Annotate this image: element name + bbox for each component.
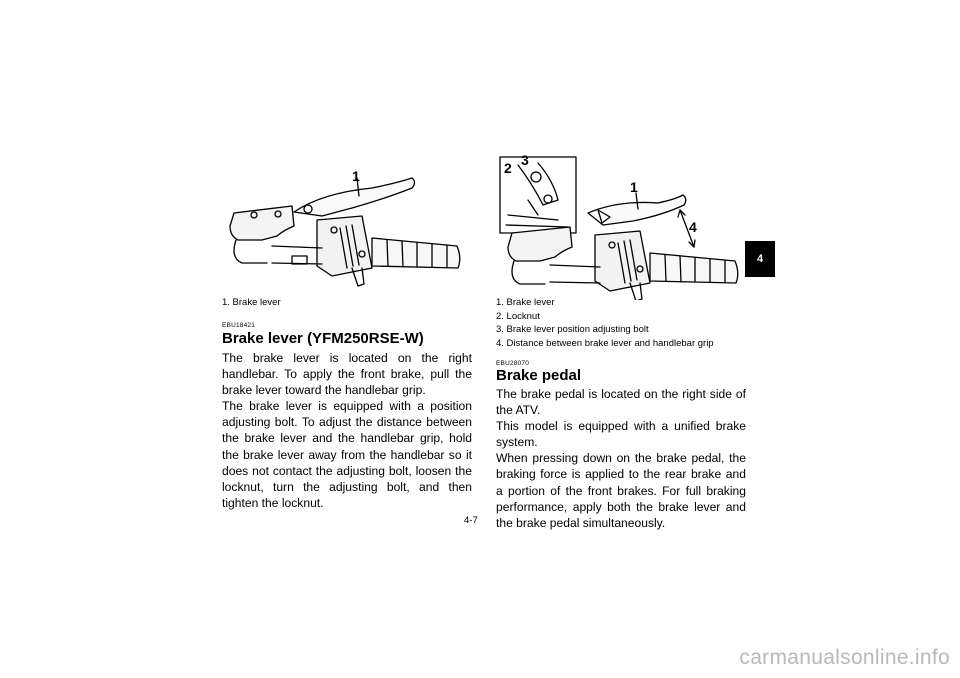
brake-lever-illustration	[222, 168, 472, 298]
callout-3: 3	[521, 152, 529, 168]
left-figure-caption	[222, 296, 281, 310]
chapter-tab: 4	[745, 241, 775, 277]
paragraph: This model is equipped with a unified brake system.	[496, 419, 746, 450]
paragraph: The brake pedal is located on the right side of the ATV.	[496, 387, 746, 418]
caption-item: 3. Brake lever position adjusting bolt	[496, 324, 649, 335]
caption-item: 1. Brake lever	[496, 297, 555, 308]
caption-item: 4. Distance between brake lever and handlebar grip	[496, 337, 714, 349]
callout-4: 4	[689, 219, 697, 235]
section-body	[222, 350, 472, 511]
section-code: EBU28070	[496, 360, 530, 367]
callout-1: 1	[352, 168, 360, 184]
section-body	[496, 386, 746, 531]
callout-1: 1	[630, 179, 638, 195]
section-title: Brake lever (YFM250RSE-W)	[222, 330, 424, 347]
paragraph: When pressing down on the brake pedal, the braking force is applied to the rear brake and a portion of the front brakes. For full braking performance, apply both the brake lever and the brake pedal simultaneously.	[496, 451, 746, 530]
watermark: carmanualsonline.info	[739, 646, 950, 669]
callout-2: 2	[504, 160, 512, 176]
caption-item: 1. Brake lever	[222, 297, 281, 308]
page-number: 4-7	[464, 515, 478, 526]
section-title: Brake pedal	[496, 367, 582, 384]
brake-lever-adjust-illustration	[498, 152, 748, 300]
paragraph: The brake lever is equipped with a position adjusting bolt. To adjust the distance between the brake lever and the handlebar grip, hold the brake lever away from the handlebar so it does not contact the adjusting bolt, loosen the locknut, turn the adjusting bolt, and then tighten the locknut.	[222, 399, 472, 510]
caption-item: 2. Locknut	[496, 310, 540, 322]
section-code: EBU18421	[222, 322, 256, 329]
paragraph: The brake lever is located on the right handlebar. To apply the front brake, pull the brake lever toward the handlebar grip.	[222, 351, 472, 398]
right-figure-caption	[496, 296, 714, 350]
